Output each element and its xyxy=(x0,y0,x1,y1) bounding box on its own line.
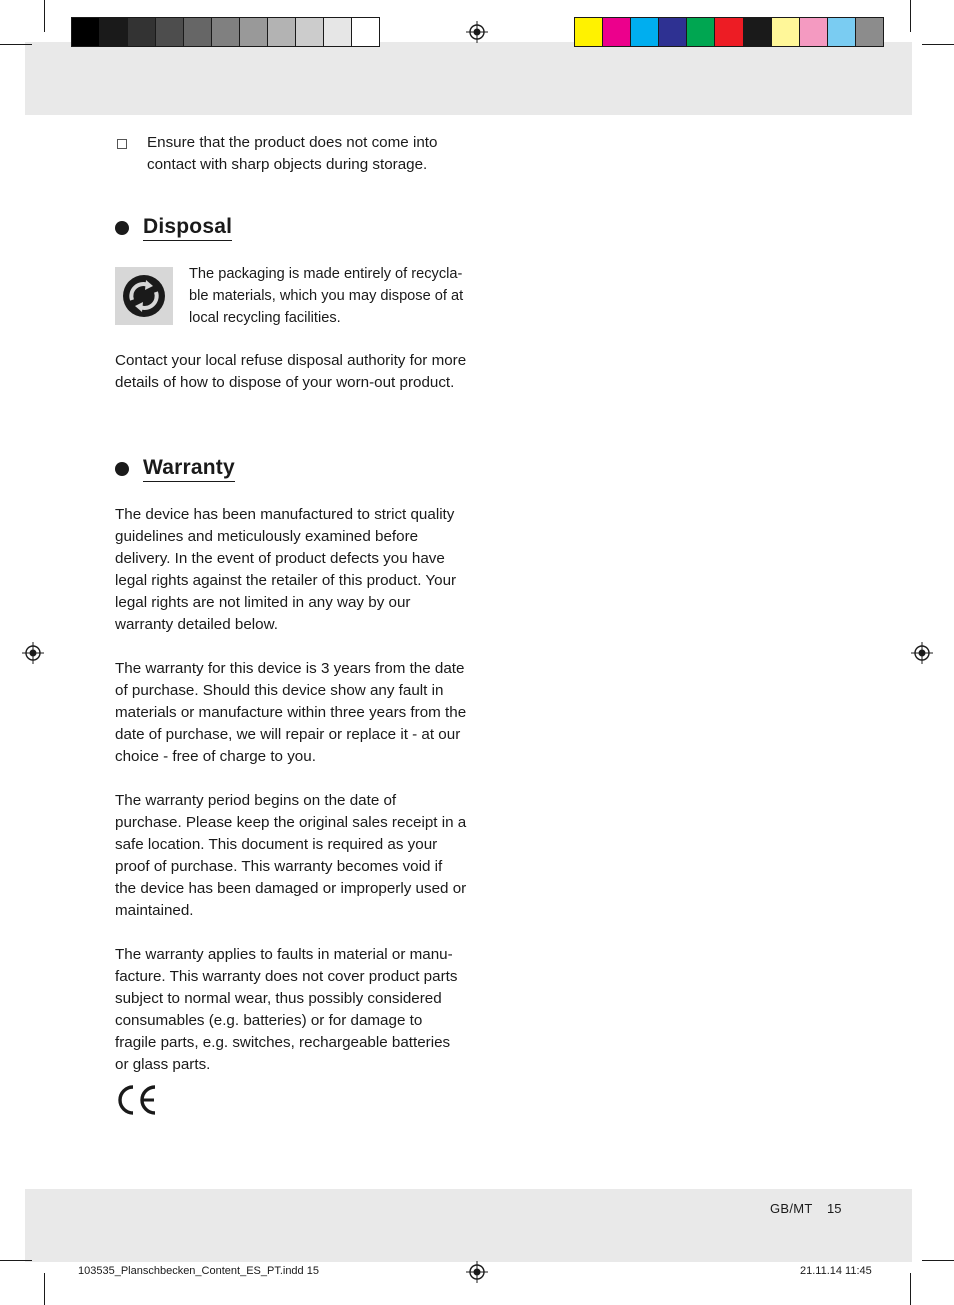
process-color-bar xyxy=(574,17,884,47)
warranty-body xyxy=(115,504,467,1076)
disposal-heading xyxy=(115,215,232,241)
registration-mark-icon xyxy=(22,642,44,664)
warranty-paragraph: The warranty applies to faults in material or manu-facture. This warranty does not cover product parts subject to normal wear, thus possibly considered consumables (e.g. batteries) or for damage to fragile parts, e.g. switches, rechargeable batteries or glass parts. xyxy=(115,946,458,1073)
header-band xyxy=(25,42,912,115)
color-swatch xyxy=(184,18,212,46)
page-language-label: GB/MT xyxy=(770,1201,813,1216)
color-swatch xyxy=(631,18,659,46)
color-swatch xyxy=(800,18,828,46)
heading-bullet-icon xyxy=(115,221,129,235)
color-swatch xyxy=(296,18,324,46)
color-swatch xyxy=(603,18,631,46)
color-swatch xyxy=(687,18,715,46)
crop-mark xyxy=(44,0,45,32)
heading-bullet-icon xyxy=(115,462,129,476)
warranty-paragraph: The warranty for this device is 3 years from the date of purchase. Should this device show any fault in materials or manufacture within three years from the date of purchase, we will repair or replace it - at our choice - free of charge to you. xyxy=(115,660,467,765)
color-swatch xyxy=(268,18,296,46)
footer-band xyxy=(25,1189,912,1262)
color-swatch xyxy=(240,18,268,46)
color-swatch xyxy=(772,18,800,46)
packaging-recycling-text: The packaging is made entirely of recycla-ble materials, which you may dispose of at local recycling facilities. xyxy=(189,266,464,326)
warranty-paragraph: The warranty period begins on the date of purchase. Please keep the original sales receipt in a safe location. This document is required as your proof of purchase. This warranty becomes void if the device has been damaged or improperly used or maintained. xyxy=(115,792,467,919)
grayscale-color-bar xyxy=(71,17,380,47)
warranty-paragraph: The device has been manufactured to strict quality guidelines and meticulously examined before delivery. In the event of product defects you have legal rights against the retailer of this product. Your legal rights are not limited in any way by our warranty detailed below. xyxy=(115,506,457,633)
page-number: 15 xyxy=(827,1201,842,1216)
color-swatch xyxy=(744,18,772,46)
color-swatch xyxy=(156,18,184,46)
crop-mark xyxy=(922,44,954,45)
warranty-heading xyxy=(115,456,235,482)
color-swatch xyxy=(212,18,240,46)
crop-mark xyxy=(44,1273,45,1305)
color-swatch xyxy=(72,18,100,46)
checkbox-bullet-icon xyxy=(117,139,127,149)
crop-mark xyxy=(0,1260,32,1261)
print-slug-date: 21.11.14 11:45 xyxy=(800,1265,872,1277)
color-swatch xyxy=(324,18,352,46)
color-swatch xyxy=(575,18,603,46)
disposal-heading-text: Disposal xyxy=(143,215,232,241)
color-swatch xyxy=(828,18,856,46)
color-swatch xyxy=(352,18,379,46)
color-swatch xyxy=(715,18,743,46)
print-slug-file: 103535_Planschbecken_Content_ES_PT.indd 15 xyxy=(78,1265,319,1277)
disposal-contact-text: Contact your local refuse disposal authority for more details of how to dispose of your worn-out product. xyxy=(115,352,467,391)
color-swatch xyxy=(100,18,128,46)
ce-mark-icon xyxy=(114,1083,158,1117)
crop-mark xyxy=(922,1260,954,1261)
color-swatch xyxy=(659,18,687,46)
warranty-heading-text: Warranty xyxy=(143,456,235,482)
color-swatch xyxy=(856,18,883,46)
recycling-symbol-icon xyxy=(115,267,173,325)
color-swatch xyxy=(128,18,156,46)
registration-mark-icon xyxy=(911,642,933,664)
registration-mark-icon xyxy=(466,21,488,43)
crop-mark xyxy=(910,1273,911,1305)
storage-bullet-text: Ensure that the product does not come into contact with sharp objects during storage. xyxy=(147,134,438,173)
crop-mark xyxy=(0,44,32,45)
storage-bullet xyxy=(115,132,467,176)
crop-mark xyxy=(910,0,911,32)
registration-mark-icon xyxy=(466,1261,488,1283)
